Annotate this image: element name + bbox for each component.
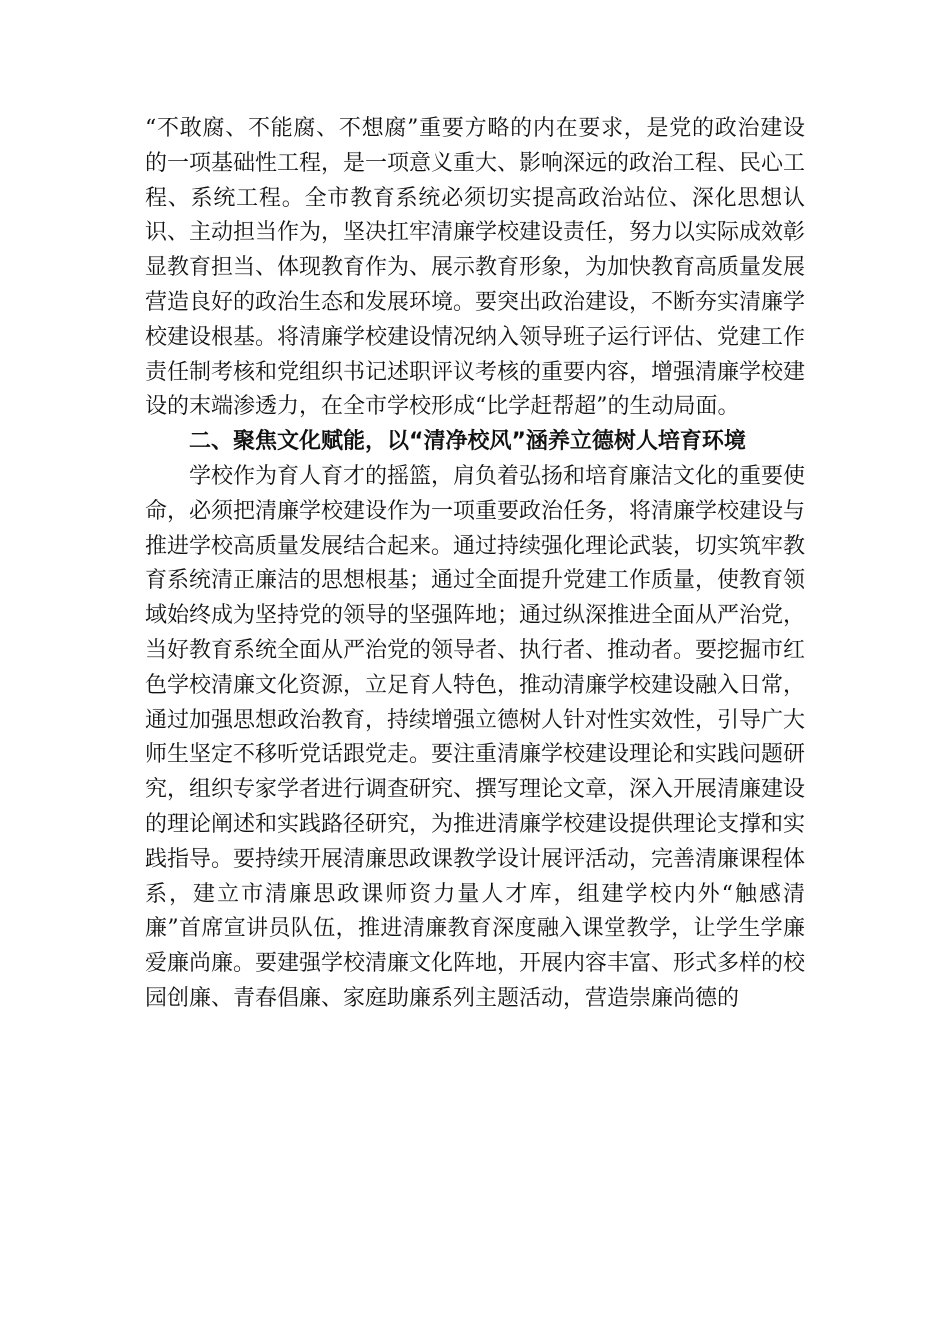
body-paragraph: “不敢腐、不能腐、不想腐”重要方略的内在要求，是党的政治建设的一项基础性工程，是一项意义重大、影响深远的政治工程、民心工程、系统工程。全市教育系统必须切实提高政治站位、深化思想认识、主动担当作为，坚决扛牢清廉学校建设责任，努力以实际成效彰显教育担当、体现教育作为、展示教育形象，为加快教育高质量发展营造良好的政治生态和发展环境。要突出政治建设，不断夯实清廉学校建设根基。将清廉学校建设情况纳入领导班子运行评估、党建工作责任制考核和党组织书记述职评议考核的重要内容，增强清廉学校建设的末端渗透力，在全市学校形成“比学赶帮超”的生动局面。 (145, 116, 806, 420)
section-heading: 二、聚焦文化赋能，以“清净校风”涵养立德树人培育环境 (189, 429, 746, 455)
body-paragraph: 学校作为育人育才的摇篮，肩负着弘扬和培育廉洁文化的重要使命，必须把清廉学校建设作为一项重要政治任务，将清廉学校建设与推进学校高质量发展结合起来。通过持续强化理论武装，切实筑牢教育系统清正廉洁的思想根基；通过全面提升党建工作质量，使教育领域始终成为坚持党的领导的坚强阵地；通过纵深推进全面从严治党，当好教育系统全面从严治党的领导者、执行者、推动者。要挖掘市红色学校清廉文化资源，立足育人特色，推动清廉学校建设融入日常，通过加强思想政治教育，持续增强立德树人针对性实效性，引导广大师生坚定不移听党话跟党走。要注重清廉学校建设理论和实践问题研究，组织专家学者进行调查研究、撰写理论文章，深入开展清廉建设的理论阐述和实践路径研究，为推进清廉学校建设提供理论支撑和实践指导。要持续开展清廉思政课教学设计展评活动，完善清廉课程体系，建立市清廉思政课师资力量人才库，组建学校内外“触感清廉”首席宣讲员队伍，推进清廉教育深度融入课堂教学，让学生学廉爱廉尚廉。要建强学校清廉文化阵地，开展内容丰富、形式多样的校园创廉、青春倡廉、家庭助廉系列主题活动，营造崇廉尚德的 (145, 463, 806, 1011)
document-page (145, 112, 805, 1017)
